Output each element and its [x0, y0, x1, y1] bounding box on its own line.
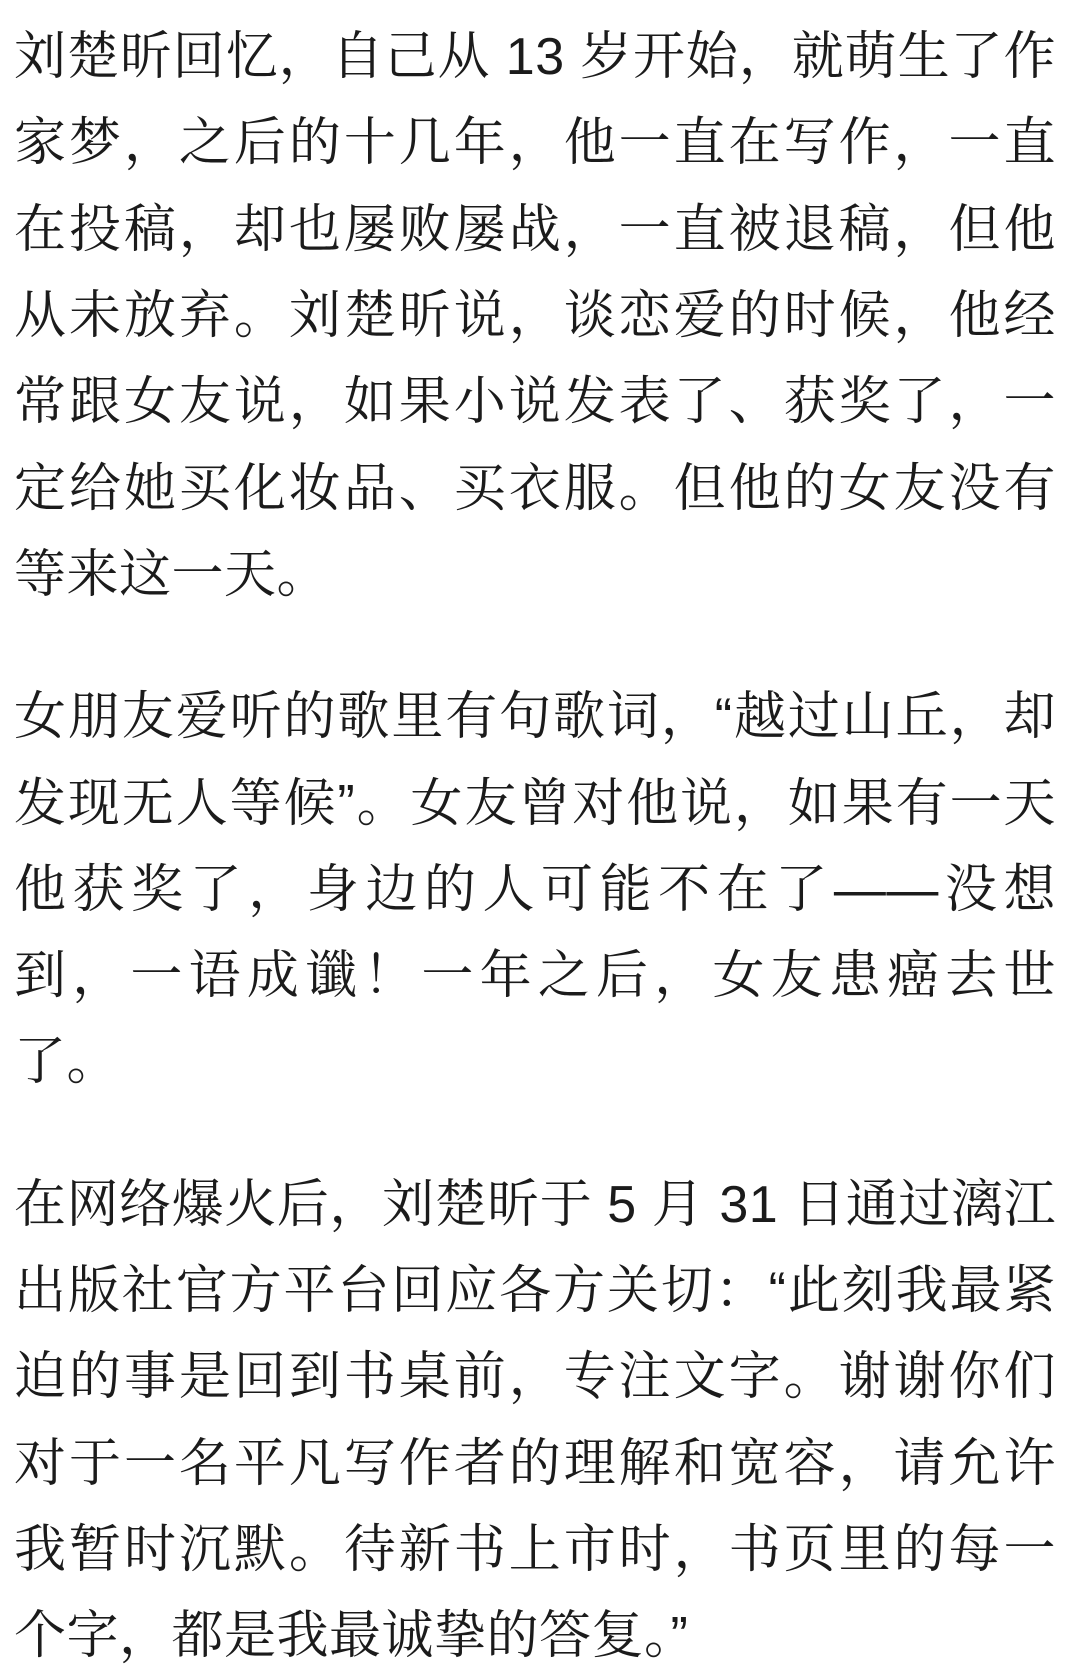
paragraph-1: 刘楚昕回忆，自己从 13 岁开始，就萌生了作家梦，之后的十几年，他一直在写作，一直在投稿，却也屡败屡战，一直被退稿，但他从未放弃。刘楚昕说，谈恋爱的时候，他经常跟女友说，如果小说发表了、获奖了，一定给她买化妆品、买衣服。但他的女友没有等来这一天。 [14, 28, 1056, 604]
paragraph-2: 女朋友爱听的歌里有句歌词，“越过山丘，却发现无人等候”。女友曾对他说，如果有一天他获奖了，身边的人可能不在了——没想到，一语成谶！一年之后，女友患癌去世了。 [14, 688, 1056, 1092]
article-body [14, 14, 1056, 1680]
paragraph-3: 在网络爆火后，刘楚昕于 5 月 31 日通过漓江出版社官方平台回应各方关切：“此刻我最紧迫的事是回到书桌前，专注文字。谢谢你们对于一名平凡写作者的理解和宽容，请允许我暂时沉默。待新书上市时，书页里的每一个字，都是我最诚挚的答复。” [14, 1175, 1056, 1666]
